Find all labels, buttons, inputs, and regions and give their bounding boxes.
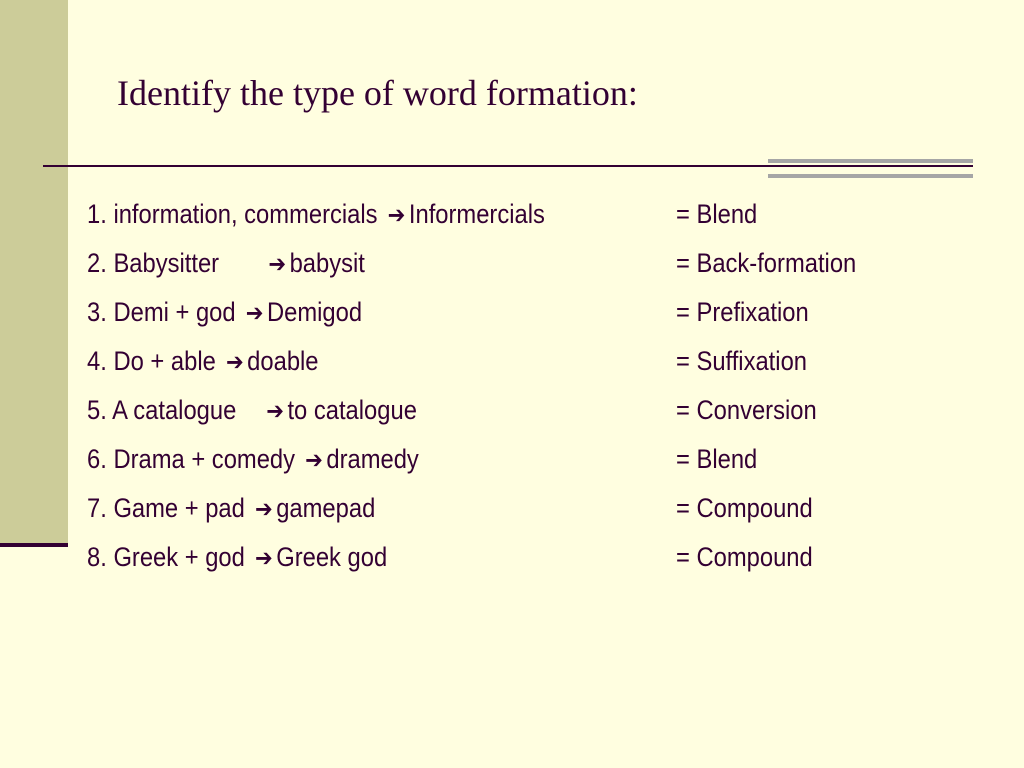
arrow-right-icon: ➔	[245, 299, 264, 327]
item-result: gamepad	[276, 493, 376, 523]
list-item-example	[87, 533, 387, 583]
item-result: babysit	[289, 248, 365, 278]
left-accent-stub	[0, 543, 68, 547]
item-result: to catalogue	[287, 395, 417, 425]
word-formation-list	[87, 190, 987, 582]
item-result: Demigod	[266, 297, 363, 327]
arrow-right-icon: ➔	[268, 250, 287, 278]
list-item	[87, 533, 987, 582]
item-answer: = Back-formation	[676, 248, 857, 278]
item-answer: = Blend	[676, 199, 758, 229]
list-item	[87, 386, 987, 435]
list-item	[87, 484, 987, 533]
item-number: 3.	[87, 297, 107, 327]
item-source: information, commercials	[113, 199, 378, 229]
item-source: Do + able	[113, 346, 216, 376]
arrow-right-icon: ➔	[225, 348, 244, 376]
arrow-right-icon: ➔	[254, 544, 273, 572]
item-source: Babysitter	[113, 248, 220, 278]
item-number: 6.	[87, 444, 107, 474]
item-number: 7.	[87, 493, 107, 523]
arrow-right-icon: ➔	[387, 201, 406, 229]
arrow-right-icon: ➔	[254, 495, 273, 523]
item-answer: = Prefixation	[676, 297, 809, 327]
list-item-example	[87, 435, 419, 485]
item-source: Greek + god	[113, 542, 245, 572]
item-source: Game + pad	[113, 493, 245, 523]
decorative-bar-bottom	[768, 174, 973, 178]
list-item-example	[87, 337, 319, 387]
item-answer: = Conversion	[676, 395, 817, 425]
list-item-example	[87, 239, 365, 289]
item-answer: = Compound	[676, 542, 813, 572]
item-source: A catalogue	[112, 395, 237, 425]
item-number: 1.	[87, 199, 107, 229]
item-result: Informercials	[408, 199, 545, 229]
decorative-bar-top	[768, 159, 973, 163]
item-answer: = Compound	[676, 493, 813, 523]
list-item	[87, 190, 987, 239]
list-item-example	[87, 288, 362, 338]
slide-title: Identify the type of word formation:	[117, 73, 638, 113]
item-answer: = Blend	[676, 444, 758, 474]
title-divider	[43, 165, 973, 167]
list-item	[87, 337, 987, 386]
arrow-right-icon: ➔	[305, 446, 323, 474]
item-source: Demi + god	[113, 297, 236, 327]
item-source: Drama + comedy	[113, 444, 296, 474]
item-number: 2.	[87, 248, 107, 278]
item-answer: = Suffixation	[676, 346, 807, 376]
list-item	[87, 435, 987, 484]
item-number: 5.	[87, 395, 107, 425]
item-result: dramedy	[326, 444, 419, 474]
item-result: doable	[247, 346, 319, 376]
list-item-example	[87, 386, 417, 436]
item-result: Greek god	[276, 542, 388, 572]
list-item-example	[87, 190, 545, 240]
arrow-right-icon: ➔	[266, 397, 284, 425]
list-item	[87, 288, 987, 337]
list-item-example	[87, 484, 375, 534]
left-accent-band	[0, 0, 68, 545]
item-number: 4.	[87, 346, 107, 376]
list-item	[87, 239, 987, 288]
item-number: 8.	[87, 542, 107, 572]
